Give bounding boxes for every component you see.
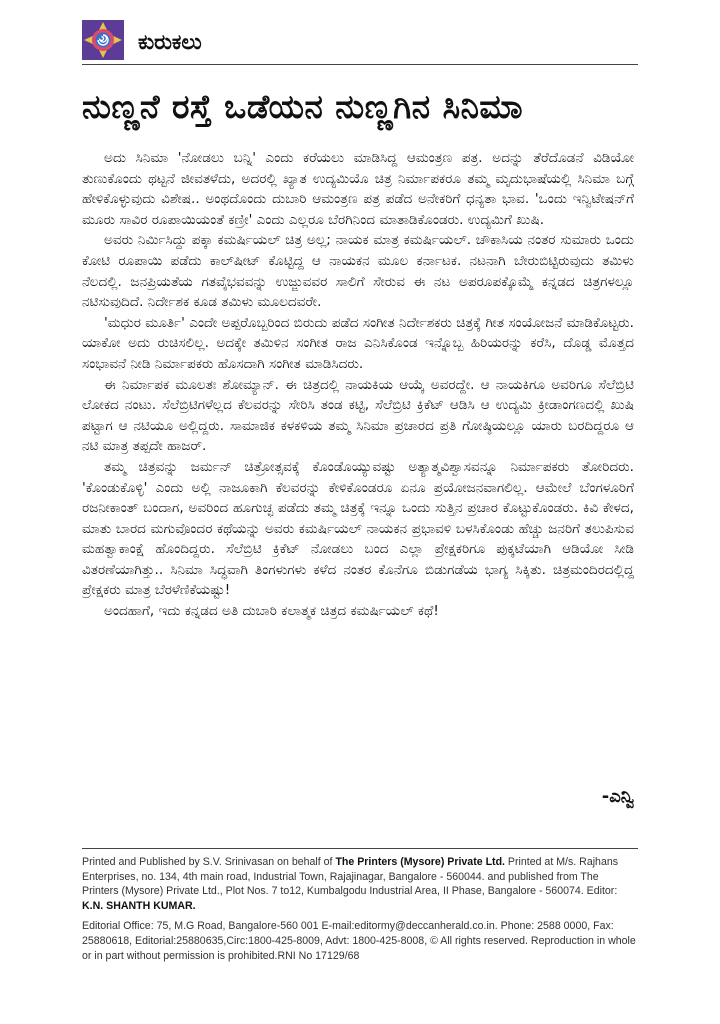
article-paragraph: ಅವರು ನಿರ್ಮಿಸಿದ್ದು ಪಕ್ಕಾ ಕಮರ್ಷಿಯಲ್ ಚಿತ್ರ ಅಲ್ಲ; ನಾಯಕ ಮಾತ್ರ ಕಮರ್ಷಿಯಲ್. ಚೌಕಾಸಿಯ ನಂತರ ಸುಮಾರು ಒಂದು ಕೋಟಿ ರೂಪಾಯಿ ಪಡೆದು ಕಾಲ್‌ಷೀಟ್ ಕೊಟ್ಟಿದ್ದ ಆ ನಾಯಕನ ಮೂಲ ಕರ್ನಾಟಕ. ನಟನಾಗಿ ಬೇರುಬಿಟ್ಟಿರುವುದು ತಮಿಳು ನೆಲದಲ್ಲಿ. ಜನಪ್ರಿಯತೆಯ ಗತವೈಭವವನ್ನು ಉಜ್ಜುವವರ ಸಾಲಿಗೆ ಸೇರುವ ಈ ನಟ ಅಪರೂಪಕ್ಕೊಮ್ಮೆ ಕನ್ನಡದ ಚಿತ್ರಗಳಲ್ಲೂ ನಟಿಸುವುದಿದೆ. ನಿರ್ದೇಶಕ ಕೂಡ ತಮಿಳು ಮೂಲದವರೇ. <box>82 232 634 311</box>
article-paragraph: ತಮ್ಮ ಚಿತ್ರವನ್ನು ಜರ್ಮನ್ ಚಿತ್ರೋತ್ಸವಕ್ಕೆ ಕೊಂಡೊಯ್ಯುವಷ್ಟು ಅತ್ಯಾತ್ಮವಿಶ್ವಾಸವನ್ನೂ ನಿರ್ಮಾಪಕರು ತೋರಿದರು. 'ಕೊಂಡುಕೊಳ್ಳಿ' ಎಂದು ಅಲ್ಲಿ ನಾಜೂಕಾಗಿ ಕೆಲವರನ್ನು ಕೇಳಿಕೊಂಡರೂ ಏನೂ ಪ್ರಯೋಜನವಾಗಲಿಲ್ಲ. ಆಮೇಲೆ ಬೆಂಗಳೂರಿಗೆ ರಜನೀಕಾಂತ್ ಬಂದಾಗ, ಅವರಿಂದ ಹೂಗುಚ್ಛ ಪಡೆದು ತಮ್ಮ ಚಿತ್ರಕ್ಕೆ ಇನ್ನೂ ಒಂದು ಸುತ್ತಿನ ಪ್ರಚಾರ ಕೊಟ್ಟುಕೊಂಡರು. ಕಿವಿ ಕೇಳದ, ಮಾತು ಬಾರದ ಮಗುವೊಂದರ ಕಥೆಯನ್ನು ಅವರು ಕಮರ್ಷಿಯಲ್ ನಾಯಕನ ಪ್ರಭಾವಳಿ ಬಳಸಿಕೊಂಡು ಹೆಚ್ಚು ಜನರಿಗೆ ತಲುಪಿಸುವ ಮಹತ್ವಾಕಾಂಕ್ಷೆ ಹೊಂದಿದ್ದರು. ಸೆಲೆಬ್ರಿಟಿ ಕ್ರಿಕೆಟ್ ನೋಡಲು ಬಂದ ಎಲ್ಲಾ ಪ್ರೇಕ್ಷಕರಿಗೂ ಪುಕ್ಕಟೆಯಾಗಿ ಆಡಿಯೋ ಸೀಡಿ ವಿತರಣೆಯಾಗಿತ್ತು.. ಸಿನಿಮಾ ಸಿದ್ಧವಾಗಿ ತಿಂಗಳುಗಳು ಕಳೆದ ನಂತರ ಕೊನೆಗೂ ಬಿಡುಗಡೆಯ ಭಾಗ್ಯ ಸಿಕ್ಕಿತು. ಚಿತ್ರಮಂದಿರದಲ್ಲಿದ್ದ ಪ್ರೇಕ್ಷಕರು ಮಾತ್ರ ಬೆರಳೆಣಿಕೆಯಷ್ಟು! <box>82 458 634 599</box>
imprint-contact: Editorial Office: 75, M.G Road, Bangalore-560 001 E-mail:editormy@deccanherald.co.in. Phone: 2588 0000, Fax: 25880618, Editorial:25880635,Circ:1800-425-8009, Advt: 1800-425-8008, © All rights reserved. Reproduction in whole or in part without permission is prohibited.RNI No 17129/68 <box>82 920 636 962</box>
section-name: ಕುರುಕಲು <box>138 30 202 54</box>
article-paragraph: ಈ ನಿರ್ಮಾಪಕ ಮೂಲತಃ ಶೋಮ್ಯಾನ್. ಈ ಚಿತ್ರದಲ್ಲಿ ನಾಯಕಿಯ ಆಯ್ಕೆ ಅವರದ್ದೇ. ಆ ನಾಯಕಿಗೂ ಅವರಿಗೂ ಸೆಲೆಬ್ರಿಟಿ ಲೋಕದ ನಂಟು. ಸೆಲೆಬ್ರಿಟಿಗಳೆಲ್ಲದ ಕೆಲವರನ್ನು ಸೇರಿಸಿ ತಂಡ ಕಟ್ಟಿ, ಸೆಲೆಬ್ರಿಟಿ ಕ್ರಿಕೆಟ್ ಆಡಿಸಿ ಆ ಉದ್ಯಮಿ ಕ್ರೀಡಾಂಗಣದಲ್ಲಿ ಖುಷಿ ಪಟ್ಟಾಗ ಆ ನಟಿಯೂ ಅಲ್ಲಿದ್ದರು. ಸಾಮಾಜಿಕ ಕಳಕಳಿಯ ತಮ್ಮ ಸಿನಿಮಾ ಪ್ರಚಾರದ ಪ್ರತಿ ಗೋಷ್ಠಿಯಲ್ಲೂ ಯಾರು ಬರದಿದ್ದರೂ ಆ ನಟಿ ಮಾತ್ರ ತಪ್ಪದೇ ಹಾಜರ್. <box>82 376 634 455</box>
article-headline: ನುಣ್ಣನೆ ರಸ್ತೆ ಒಡೆಯನ ನುಣ್ಣಗಿನ ಸಿನಿಮಾ <box>82 87 523 126</box>
spiral-logo-icon <box>82 20 124 60</box>
printer-name: The Printers (Mysore) Private Ltd. <box>335 856 505 868</box>
article-body <box>82 148 634 622</box>
imprint-footer <box>82 848 638 969</box>
article-paragraph: 'ಮಧುರ ಮೂರ್ತಿ' ಎಂದೇ ಅಪ್ಪರೊಬ್ಬರಿಂದ ಬಿರುದು ಪಡೆದ ಸಂಗೀತ ನಿರ್ದೇಶಕರು ಚಿತ್ರಕ್ಕೆ ಗೀತ ಸಂಯೋಜನೆ ಮಾಡಿಕೊಟ್ಟರು. ಯಾಕೋ ಅದು ರುಚಿಸಲಿಲ್ಲ. ಅದಕ್ಕೇ ತಮಿಳಿನ ಸಂಗೀತ ರಾಜ ಎನಿಸಿಕೊಂಡ ಇನ್ನೊಬ್ಬ ಹಿರಿಯರನ್ನು ಕರೆಸಿ, ದೊಡ್ಡ ಮೊತ್ತದ ಸಂಭಾವನೆ ನೀಡಿ ನಿರ್ಮಾಪಕರು ಹೊಸದಾಗಿ ಸಂಗೀತ ಮಾಡಿಸಿದರು. <box>82 314 634 372</box>
editor-name: K.N. SHANTH KUMAR. <box>82 899 196 912</box>
imprint-text: Printed and Published by S.V. Srinivasan on behalf of <box>82 856 336 868</box>
imprint-publisher <box>82 855 638 913</box>
section-header <box>82 18 638 65</box>
article-paragraph: ಅದು ಸಿನಿಮಾ 'ನೋಡಲು ಬನ್ನಿ' ಎಂದು ಕರೆಯಲು ಮಾಡಿಸಿದ್ದ ಆಮಂತ್ರಣ ಪತ್ರ. ಅದನ್ನು ತೆರೆದೊಡನೆ ವಿಡಿಯೋ ತುಣುಕೊಂದು ಥಟ್ಟನೆ ಜೀವತಳೆದು, ಅದರಲ್ಲಿ ಖ್ಯಾತ ಉದ್ಯಮಿಯೊ ಚಿತ್ರ ನಿರ್ಮಾಪಕರೂ ತಮ್ಮ ಮೃದುಭಾಷೆಯಲ್ಲಿ ಸಿನಿಮಾ ಬಗ್ಗೆ ಹೇಳಿಕೊಳ್ಳುವುದು ವಿಶೇಷ.. ಅಂಥದೊಂದು ದುಬಾರಿ ಆಮಂತ್ರಣ ಪತ್ರ ಪಡೆದ ಅನೇಕರಿಗೆ ಧನ್ಯತಾ ಭಾವ. 'ಒಂದು ಇನ್ವಿಟೇಷನ್‌ಗೆ ಮೂರು ಸಾವಿರ ರೂಪಾಯಿಯಂತೆ ಕಣ್ರೀ' ಎಂದು ಎಲ್ಲರೂ ಬೆರಗಿನಿಂದ ಮಾತಾಡಿಕೊಂಡರು. ಉದ್ಯಮಿಗೆ ಖುಷಿ. <box>82 150 634 228</box>
article-paragraph: ಅಂದಹಾಗೆ, ಇದು ಕನ್ನಡದ ಅತಿ ದುಬಾರಿ ಕಲಾತ್ಮಕ ಚಿತ್ರದ ಕಮರ್ಷಿಯಲ್ ಕಥೆ! <box>104 603 439 620</box>
author-signature: -ಎನ್ವಿ <box>601 786 634 807</box>
imprint-text: Printed at M/s. Rajhans Enterprises, no. 134, 4th main road, Industrial Town, Rajajinagar, Bangalore - 560044. and published from The Printers (Mysore) Private Ltd., Plot Nos. 7 to12, Kumbalgodu Industrial Area, II Phase, Bangalore - 560074. Editor: <box>82 856 619 898</box>
